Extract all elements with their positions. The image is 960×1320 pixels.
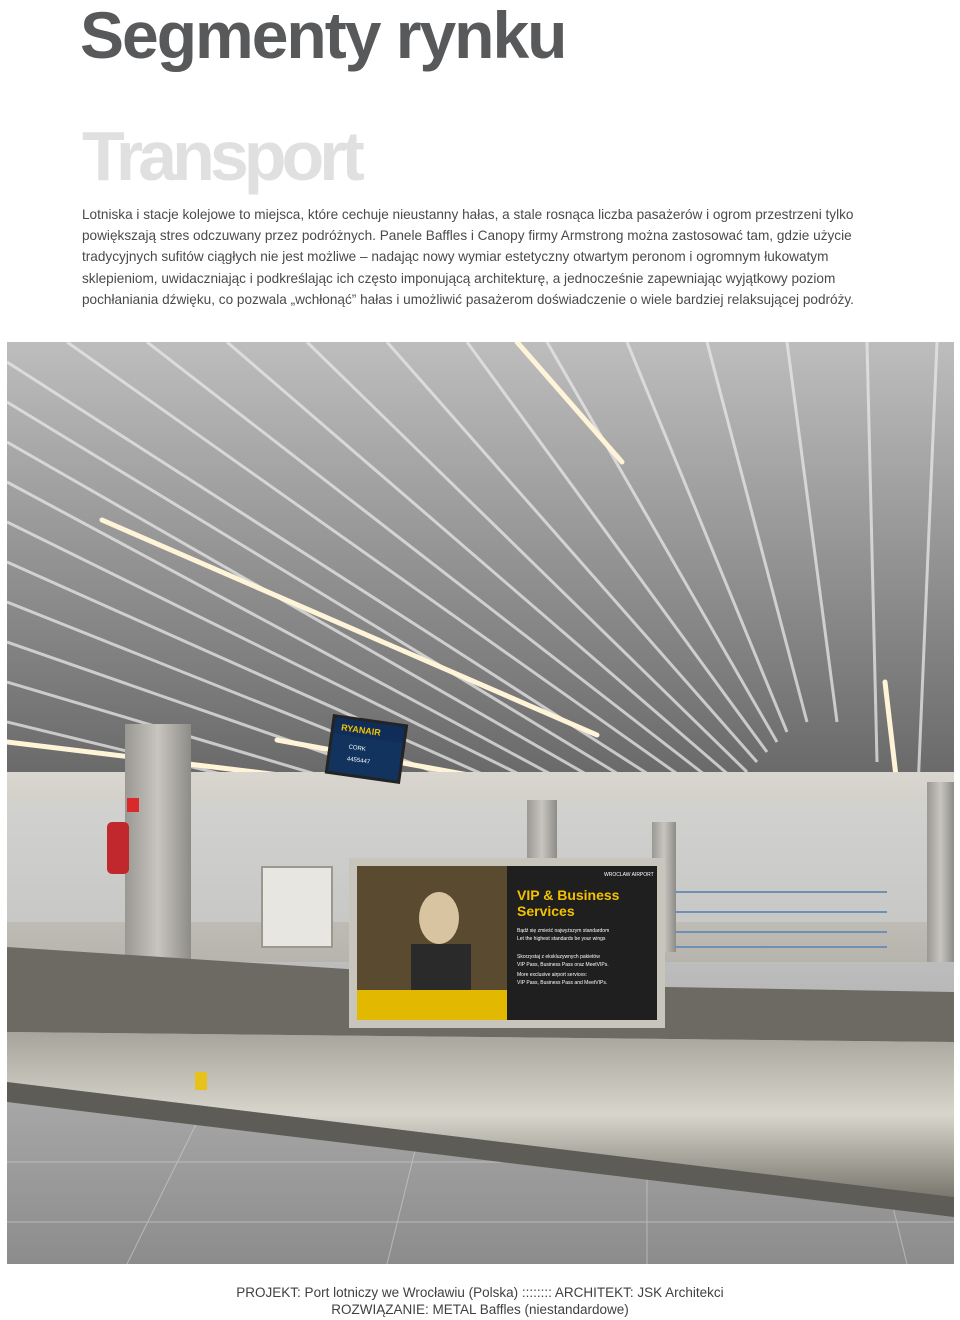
concrete-pillar	[927, 782, 954, 962]
section-heading: Transport	[82, 117, 360, 195]
photo-caption	[0, 1284, 960, 1318]
caption-project: PROJEKT: Port lotniczy we Wrocławiu (Polska) :::::::: ARCHITEKT: JSK Architekci	[236, 1285, 724, 1300]
billboard-brand: WROCLAW AIRPORT	[604, 872, 654, 878]
departure-sign	[325, 714, 409, 784]
billboard-body-4: VIP Pass, Business Pass and MeetVIPs.	[517, 980, 608, 986]
fire-extinguisher	[107, 822, 129, 874]
vip-billboard	[349, 858, 665, 1028]
billboard-body-2: VIP Pass, Business Pass oraz MeetVIPs.	[517, 962, 609, 968]
concrete-pillar	[125, 724, 191, 972]
airport-photo	[7, 342, 954, 1264]
sign-line-2: 4455447	[346, 756, 371, 766]
billboard-body-3: More exclusive airport services:	[517, 972, 588, 978]
sign-airline: RYANAIR	[340, 722, 382, 738]
billboard-body-1: Skorzystaj z ekskluzywnych pakietów	[517, 954, 600, 960]
page-title: Segmenty rynku	[80, 0, 566, 72]
sign-line-1: CORK	[348, 744, 367, 753]
caption-solution: ROZWIĄZANIE: METAL Baffles (niestandardowe)	[331, 1302, 629, 1317]
billboard-heading-2: Services	[517, 903, 575, 919]
billboard-tagline: Bądź się zmieść najwyższym standardom	[517, 928, 610, 934]
intro-paragraph: Lotniska i stacje kolejowe to miejsca, które cechuje nieustanny hałas, a stale rosnąca liczba pasażerów i ogrom przestrzeni tylko powiększają stres odczuwany przez podróżnych. Panele Baffles i Canopy firmy Armstrong można zastosować tam, gdzie użycie tradycyjnych sufitów ciągłych nie jest możliwe – nadając nowy wymiar estetyczny otwartym peronom i ogromnym łukowatym sklepieniom, uwidaczniając i podkreślając ich często imponującą architekturę, a jednocześnie zapewniając wyjątkowy poziom pochłaniania dźwięku, co pozwala „wchłonąć” hałas i umożliwić pasażerom doświadczenie o wiele bardziej relaksującej podróży.	[82, 207, 854, 307]
billboard-tagline-2: Let the highest standards be your wings	[517, 936, 606, 942]
billboard-heading-1: VIP & Business	[517, 887, 620, 903]
